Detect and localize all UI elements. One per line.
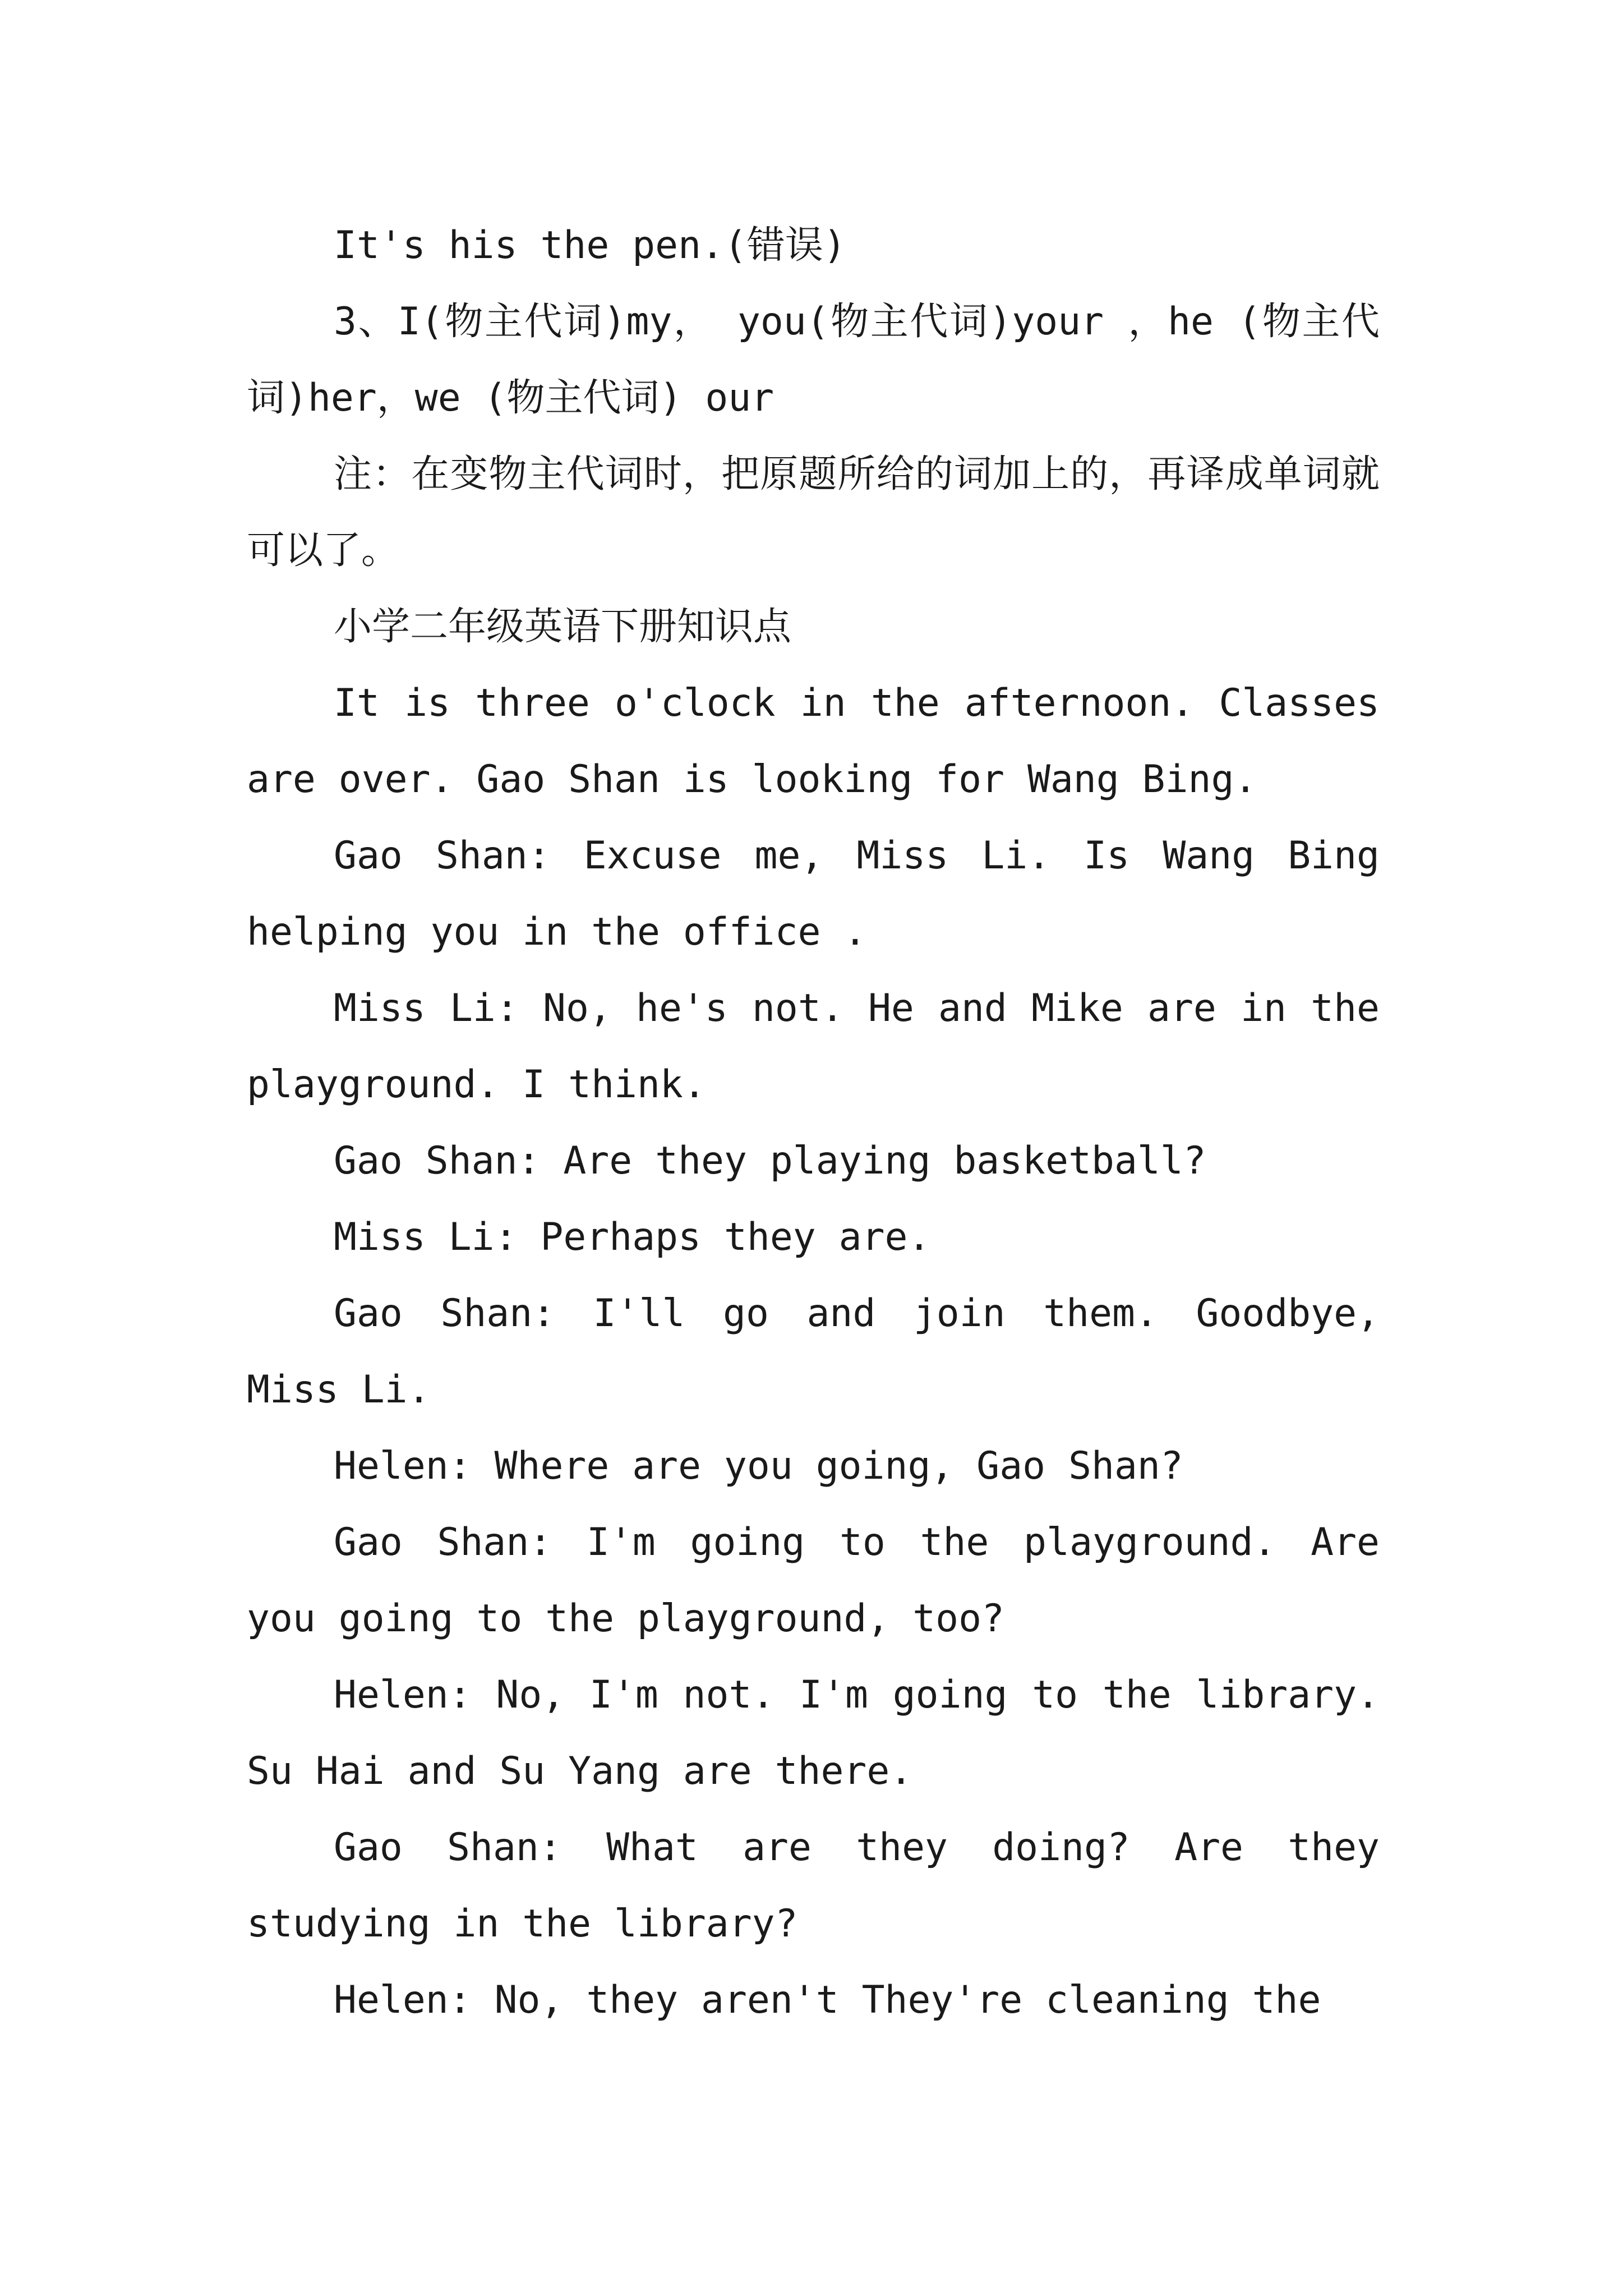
section-heading: 小学二年级英语下册知识点 [334, 605, 792, 649]
dialogue-line: Helen: No, I'm not. I'm going to the library. Su Hai and Su Yang are there. [247, 1673, 1380, 1793]
paragraph: It's his the pen.(错误) [334, 223, 846, 268]
paragraph: 注：在变物主代词时，把原题所给的词加上的，再译成单词就可以了。 [247, 452, 1380, 573]
dialogue-line: Helen: No, they aren't They're cleaning the [334, 1978, 1321, 2022]
dialogue-line: Gao Shan: Excuse me, Miss Li. Is Wang Bing helping you in the office . [247, 834, 1380, 954]
paragraph: It is three o'clock in the afternoon. Classes are over. Gao Shan is looking for Wang Bing. [247, 681, 1380, 802]
dialogue-line: Helen: Where are you going, Gao Shan? [334, 1444, 1183, 1488]
document-body [247, 208, 1380, 2039]
dialogue-line: Gao Shan: What are they doing? Are they studying in the library? [247, 1825, 1380, 1946]
dialogue-line: Gao Shan: I'll go and join them. Goodbye, Miss Li. [247, 1291, 1380, 1412]
dialogue-line: Miss Li: Perhaps they are. [334, 1215, 931, 1259]
paragraph: 3、I(物主代词)my， you(物主代词)your ，he (物主代词)her，we (物主代词) our [247, 300, 1380, 420]
dialogue-line: Gao Shan: Are they playing basketball? [334, 1139, 1206, 1183]
dialogue-line: Gao Shan: I'm going to the playground. Are you going to the playground, too? [247, 1520, 1380, 1641]
dialogue-line: Miss Li: No, he's not. He and Mike are in the playground. I think. [247, 986, 1380, 1107]
